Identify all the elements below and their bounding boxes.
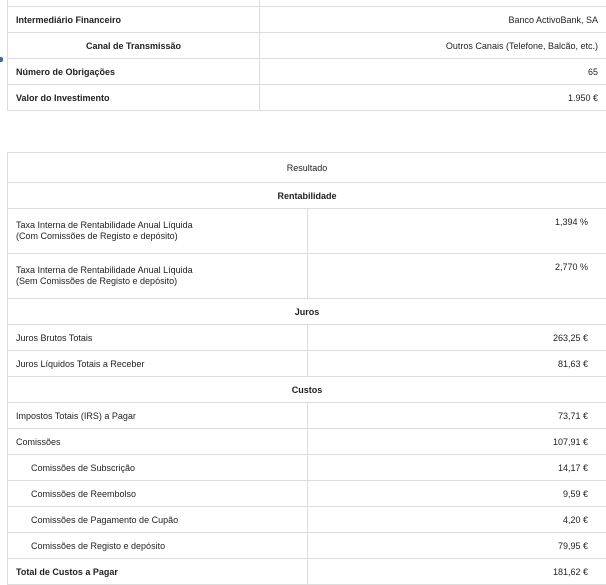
results-table <box>7 152 606 585</box>
results-title: Resultado <box>8 153 606 183</box>
summary-row-canal <box>8 33 606 59</box>
comissoes-value: 107,91 € <box>307 429 606 455</box>
section-row <box>8 377 606 403</box>
comissoes-registo-value: 79,95 € <box>307 533 606 559</box>
table-row <box>8 351 606 377</box>
tir-com-value: 1,394 % <box>307 209 606 254</box>
tir-com-label-line2: (Com Comissões de Registo e depósito) <box>16 231 178 241</box>
juros-liquidos-label: Juros Líquidos Totais a Receber <box>8 351 308 377</box>
table-row <box>8 533 606 559</box>
juros-brutos-value: 263,25 € <box>307 325 606 351</box>
table-row <box>8 455 606 481</box>
comissoes-cupao-label: Comissões de Pagamento de Cupão <box>8 507 308 533</box>
tir-sem-label-line2: (Sem Comissões de Registo e depósito) <box>16 276 177 286</box>
table-row <box>8 325 606 351</box>
obrigacoes-label: Número de Obrigações <box>8 59 260 85</box>
obrigacoes-value: 65 <box>260 59 606 85</box>
impostos-value: 73,71 € <box>307 403 606 429</box>
table-row <box>8 209 606 254</box>
tir-com-label-line1: Taxa Interna de Rentabilidade Anual Líquida <box>16 220 193 230</box>
tir-sem-label <box>8 254 308 299</box>
summary-table <box>7 0 606 111</box>
canal-value: Outros Canais (Telefone, Balcão, etc.) <box>260 33 606 59</box>
impostos-label: Impostos Totais (IRS) a Pagar <box>8 403 308 429</box>
tir-sem-label-line1: Taxa Interna de Rentabilidade Anual Líquida <box>16 265 193 275</box>
table-row <box>8 507 606 533</box>
intermediario-value: Banco ActivoBank, SA <box>260 7 606 33</box>
table-row <box>8 429 606 455</box>
comissoes-registo-label: Comissões de Registo e depósito <box>8 533 308 559</box>
total-custos-label: Total de Custos a Pagar <box>8 559 308 585</box>
comissoes-reembolso-label: Comissões de Reembolso <box>8 481 308 507</box>
results-header-row <box>8 153 606 183</box>
investimento-value: 1.950 € <box>260 85 606 111</box>
tir-sem-value: 2,770 % <box>307 254 606 299</box>
section-heading-rentabilidade: Rentabilidade <box>8 183 606 209</box>
section-row <box>8 299 606 325</box>
summary-row-intermediario <box>8 7 606 33</box>
comissoes-label: Comissões <box>8 429 308 455</box>
investimento-label: Valor do Investimento <box>8 85 260 111</box>
table-row <box>8 403 606 429</box>
summary-row-obrigacoes <box>8 59 606 85</box>
section-heading-custos: Custos <box>8 377 606 403</box>
summary-row-investimento <box>8 85 606 111</box>
section-heading-juros: Juros <box>8 299 606 325</box>
juros-brutos-label: Juros Brutos Totais <box>8 325 308 351</box>
comissoes-subscricao-value: 14,17 € <box>307 455 606 481</box>
tir-com-label <box>8 209 308 254</box>
intermediario-label: Intermediário Financeiro <box>8 7 260 33</box>
comissoes-subscricao-label: Comissões de Subscrição <box>8 455 308 481</box>
juros-liquidos-value: 81,63 € <box>307 351 606 377</box>
canal-label: Canal de Transmissão <box>8 33 260 59</box>
total-custos-value: 181,62 € <box>307 559 606 585</box>
comissoes-reembolso-value: 9,59 € <box>307 481 606 507</box>
side-marker <box>0 57 3 62</box>
comissoes-cupao-value: 4,20 € <box>307 507 606 533</box>
table-row <box>8 481 606 507</box>
table-row <box>8 559 606 585</box>
table-row <box>8 254 606 299</box>
section-row <box>8 183 606 209</box>
